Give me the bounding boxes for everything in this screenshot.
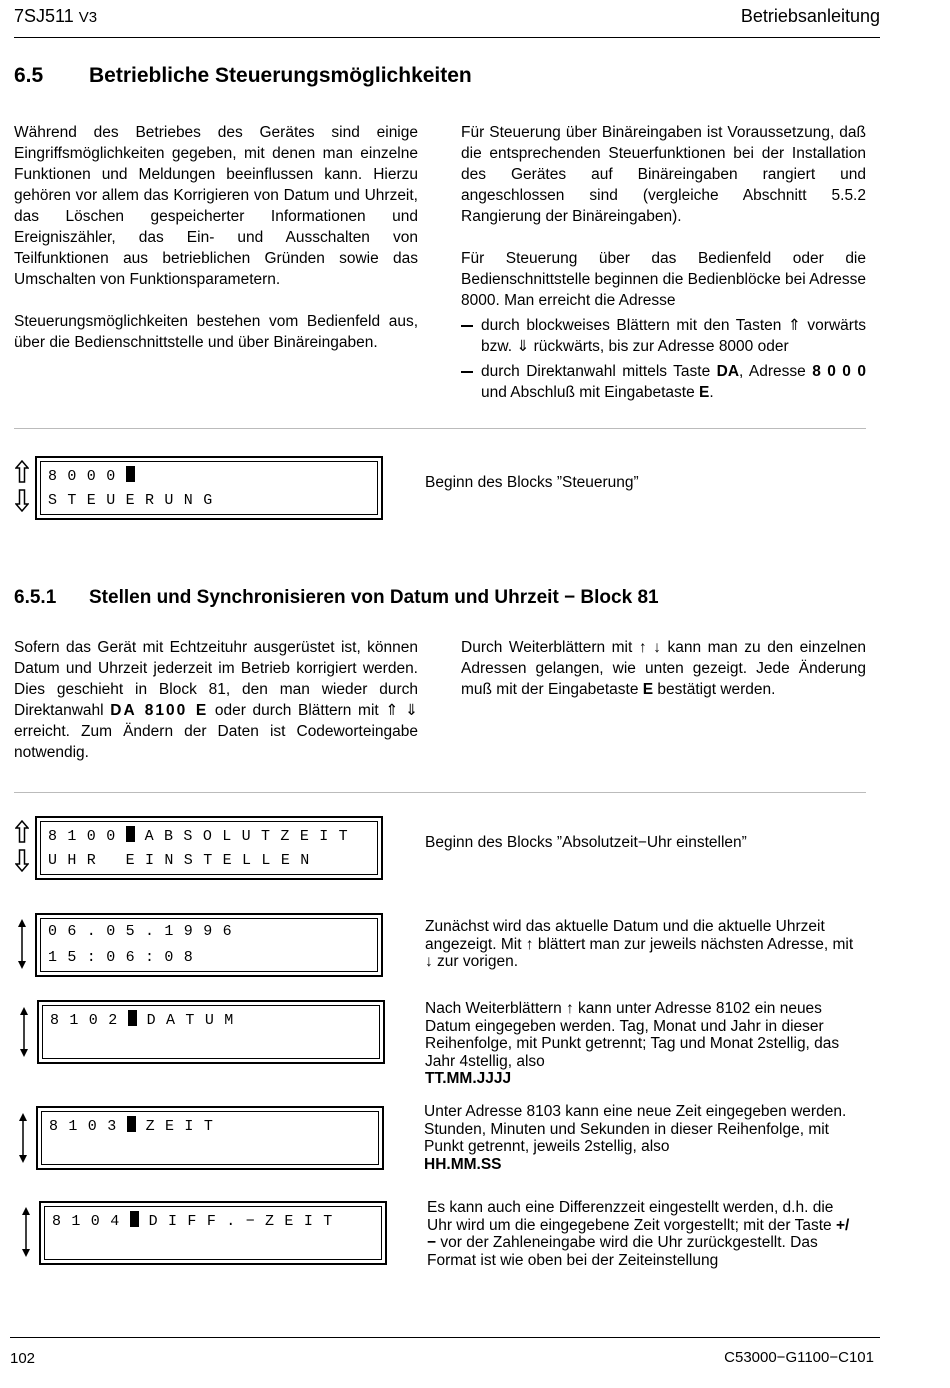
cursor-block [130, 1211, 139, 1227]
section-left-paragraph-1: Während des Betriebes des Gerätes sind einige Eingriffsmöglichkeiten gegeben, mit denen man einzelne Funktionen und Meldungen beeinflussen kann. Hierzu gehören vor allem das Korrigieren von Datum und Uhrzeit, das Löschen gespeicherter Informationen und Ereigniszähler, das Ein- und Ausschalten von Teilfunktionen aus betrieblichen Gründen sowie das Umschalten von Funktionsparametern. [14, 124, 418, 288]
display-8103-description: Unter Adresse 8103 kann eine neue Zeit eingegeben werden. Stunden, Minuten und Sekunden in dieser Reihenfolge, mit Punkt getrennt, jeweils 2stellig, also HH.MM.SS [424, 1103, 847, 1173]
display-line-2: UHR EINSTELLEN [48, 852, 320, 869]
up-down-arrow-icon [17, 1112, 29, 1164]
display-line-1: 8104 DIFF.−ZEIT [52, 1213, 343, 1230]
section-left-column [14, 122, 418, 353]
section-right-paragraph-2: Für Steuerung über das Bedienfeld oder die Bedienschnittstelle beginnen die Bedienblöcke bei Adresse 8000. Man erreicht die Adresse [461, 250, 867, 309]
address-8000: 8 0 0 0 [812, 363, 866, 380]
display-8000-description: Beginn des Blocks ”Steuerung” [425, 474, 639, 491]
section-left-paragraph-2: Steuerungsmöglichkeiten bestehen vom Bedienfeld aus, über die Bedienschnittstelle und über Binäreingaben. [14, 313, 418, 351]
display-line-2: 15:06:08 [48, 949, 204, 966]
display-date-time [35, 913, 383, 977]
header-rule [14, 37, 880, 38]
navigation-list [461, 315, 866, 403]
key-da: DA [716, 363, 740, 380]
up-down-arrow-icon [16, 918, 28, 970]
cursor-block [126, 466, 135, 482]
key-enter: E [642, 681, 654, 698]
header-product [14, 6, 97, 27]
subsection-heading [14, 587, 659, 609]
display-line-1: 06.05.1996 [48, 923, 243, 940]
display-8102-description: Nach Weiterblättern ↑ kann unter Adresse 8102 ein neues Datum eingegeben werden. Tag, Monat und Jahr in dieser Reihenfolge, mit Punkt getrennt; Tag und Monat 2stellig, das Jahr 4stellig, also TT.MM.JJJJ [425, 1000, 840, 1087]
display-line-1: 8100 ABSOLUTZEIT [48, 828, 359, 845]
up-down-arrow-icon [20, 1206, 32, 1258]
display-8104 [39, 1201, 387, 1265]
divider [14, 792, 866, 793]
display-8100-description: Beginn des Blocks ”Absolutzeit−Uhr einstellen” [425, 834, 747, 851]
display-line-1: 8000 [48, 466, 145, 485]
up-down-arrow-icon [18, 1006, 30, 1058]
page-number: 102 [10, 1350, 36, 1367]
display-8102 [37, 1000, 385, 1064]
section-right-column [461, 122, 866, 403]
list-item: durch Direktanwahl mittels Taste DA, Adresse 8 0 0 0 und Abschluß mit Eingabetaste E. [461, 361, 866, 403]
block-scroll-icon [15, 820, 29, 872]
display-8000 [35, 456, 383, 520]
subsection-title: Stellen und Synchronisieren von Datum und Uhrzeit − Block 81 [89, 587, 659, 608]
display-8104-description: Es kann auch eine Differenzzeit eingestellt werden, d.h. die Uhr wird um die eingegebene Zeit vorgestellt; mit der Taste +/− vor der Zahleneingabe wird die Uhr zurückgestellt. Das Format ist wie oben bei der Zeiteinstellung [427, 1199, 850, 1269]
section-right-paragraph-1: Für Steuerung über Binäreingaben ist Voraussetzung, daß die entsprechenden Steuerfunktionen bei der Installation des Gerätes auf Binäreingaben rangiert und angeschlossen sind (vergleiche Abschnitt 5.5.2 Rangierung der Binäreingaben). [461, 124, 866, 225]
key-enter: E [699, 384, 710, 401]
divider [14, 428, 866, 429]
footer-rule [10, 1337, 880, 1338]
header-title: Betriebsanleitung [740, 6, 880, 26]
display-date-time-description: Zunächst wird das aktuelle Datum und die aktuelle Uhrzeit angezeigt. Mit ↑ blättert man zur jeweils nächsten Adresse, mit ↓ zur vorigen. [425, 918, 854, 970]
section-number: 6.5 [14, 64, 44, 87]
display-8100 [35, 816, 383, 880]
list-item: durch blockweises Blättern mit den Tasten ⇑ vorwärts bzw. ⇓ rückwärts, bis zur Adresse 8000 oder [461, 315, 866, 357]
display-line-1: 8103 ZEIT [49, 1118, 224, 1135]
time-format: HH.MM.SS [424, 1155, 502, 1173]
section-title: Betriebliche Steuerungsmöglichkeiten [89, 64, 472, 87]
date-format: TT.MM.JJJJ [425, 1070, 512, 1087]
cursor-block [128, 1010, 137, 1026]
cursor-block [127, 1116, 136, 1132]
product-name: 7SJ511 [14, 6, 74, 26]
document-number: C53000−G1100−C101 [724, 1349, 874, 1366]
block-scroll-icon [15, 460, 29, 512]
cursor-block [126, 826, 135, 842]
display-8103 [36, 1106, 384, 1170]
display-line-2: STEUERUNG [48, 492, 223, 509]
product-version: V3 [78, 9, 98, 26]
display-line-1: 8102 DATUM [50, 1012, 244, 1029]
key-plus-minus: +/− [427, 1216, 850, 1251]
subsection-number: 6.5.1 [14, 587, 57, 608]
subsection-right-column: Durch Weiterblättern mit ↑ ↓ kann man zu den einzelnen Adressen gelangen, wie unten gezeigt. Jede Änderung muß mit der Eingabetaste E bestätigt werden. [461, 639, 866, 698]
subsection-left-column: Sofern das Gerät mit Echtzeituhr ausgerüstet ist, können Datum und Uhrzeit jederzeit im Betrieb korrigiert werden. Dies geschieht in Block 81, den man wieder durch Direktanwahl DA 8100 E oder durch Blättern mit ⇑ ⇓ erreicht. Zum Ändern der Daten ist Codeworteingabe notwendig. [14, 639, 419, 761]
key-sequence-da-8100-e: DA 8100 E [110, 702, 209, 719]
section-heading [14, 64, 472, 88]
